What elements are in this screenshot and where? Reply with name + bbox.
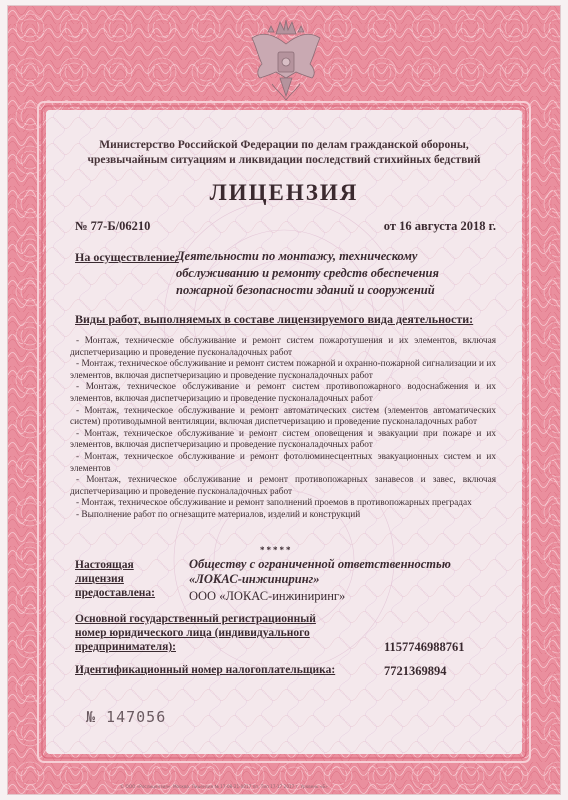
issuing-authority: [48, 138, 520, 168]
purpose-label: На осуществление:: [75, 250, 179, 264]
list-item: - Монтаж, техническое обслуживание и ремонт автоматических систем (элементов автоматических систем) противодымной вентиляции, включая диспетчеризацию и проведение пусконаладочных работ: [70, 405, 496, 428]
list-item: - Монтаж, техническое обслуживание и ремонт заполнений проемов в противопожарных преградах: [76, 498, 472, 509]
grantee-short-name: ООО «ЛОКАС-инжиниринг»: [189, 589, 346, 603]
license-number: № 77-Б/06210: [75, 219, 151, 233]
printer-footer: © ООО «Рослицензия». Москва. Лицензия № 17-08-21-0017 пп, Тип 17-17 2017 г. Уровень «Б»: [120, 784, 328, 789]
list-item: - Выполнение работ по огнезащите материалов, изделий и конструкций: [76, 509, 361, 520]
inn-value: 7721369894: [384, 664, 447, 678]
grantee-full-name: Обществу с ограниченной ответственностью «ЛОКАС-инжиниринг»: [189, 557, 451, 586]
ogrn-value: 1157746988761: [384, 640, 465, 654]
inn-label: Идентификационный номер налогоплательщика:: [75, 664, 336, 676]
list-item: - Монтаж, техническое обслуживание и ремонт систем оповещения и эвакуации при пожаре и их элементов, включая диспетчеризацию и проведение пусконаладочных работ: [70, 428, 496, 451]
list-item: - Монтаж, техническое обслуживание и ремонт фотолюминесцентных эвакуационных систем и их элементов: [70, 451, 496, 474]
list-item: - Монтаж, техническое обслуживание и ремонт систем противопожарного водоснабжения и их элементов, включая диспетчеризацию и проведение пусконаладочных работ: [70, 382, 496, 404]
list-item: - Монтаж, техническое обслуживание и ремонт противопожарных занавесов и завес, включая диспетчеризацию и проведение пусконаладочных работ: [70, 475, 496, 497]
purpose-text: Деятельности по монтажу, техническому обслуживанию и ремонту средств обеспечения пожарной безопасности зданий и сооружений: [176, 249, 439, 297]
ministry-line-2: чрезвычайным ситуациям и ликвидации последствий стихийных бедствий: [87, 154, 481, 166]
document-title: ЛИЦЕНЗИЯ: [209, 180, 359, 205]
ogrn-label: Основной государственный регистрационный номер юридического лица (индивидуального предпринимателя):: [75, 613, 316, 653]
list-item: - Монтаж, техническое обслуживание и ремонт систем пожаротушения и их элементов, включая диспетчеризацию и проведение пусконаладочных работ: [70, 336, 496, 358]
blank-serial-number: № 147056: [86, 708, 167, 726]
works-list: [70, 336, 496, 522]
list-item: - Монтаж, техническое обслуживание и ремонт систем пожарной и охранно-пожарной сигнализации и их элементов, включая диспетчеризацию и проведение пусконаладочных работ: [70, 359, 496, 381]
ministry-line-1: Министерство Российской Федерации по делам гражданской обороны,: [99, 139, 469, 151]
works-heading: Виды работ, выполняемых в составе лицензируемого вида деятельности:: [75, 312, 474, 326]
separator-stars: *****: [260, 545, 293, 555]
license-date: от 16 августа 2018 г.: [383, 219, 496, 233]
coat-of-arms-emblem: [246, 16, 326, 108]
grantee-label: Настоящая лицензия предоставлена:: [75, 559, 156, 599]
